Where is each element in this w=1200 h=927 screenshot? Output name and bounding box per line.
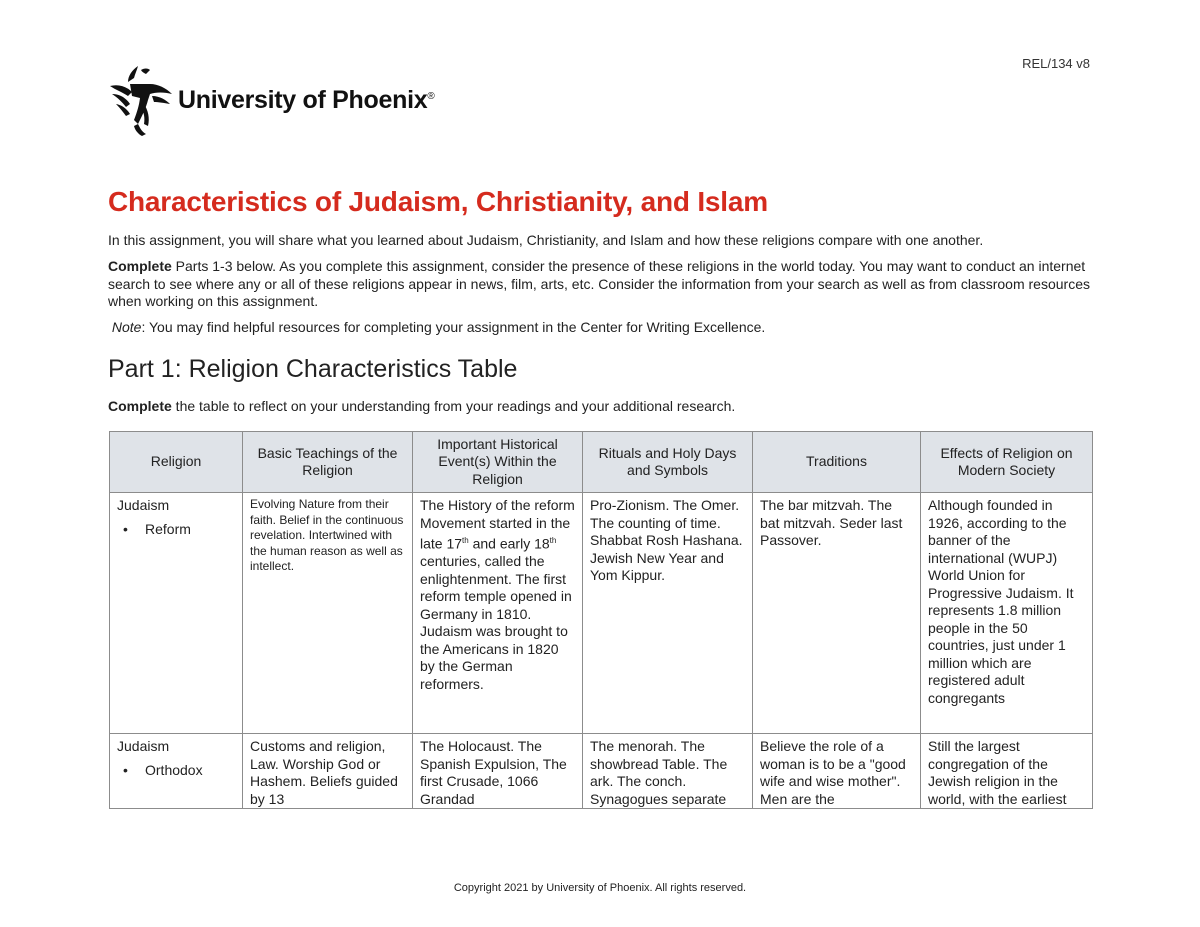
part1-text: the table to reflect on your understanding from your readings and your additional research. (171, 398, 736, 414)
cell-effects[interactable]: Still the largest congregation of the Jewish religion in the world, with the earliest (921, 734, 1093, 809)
document-title: Characteristics of Judaism, Christianity, and Islam (108, 186, 768, 217)
header-events: Important Historical Event(s) Within the Religion (413, 432, 583, 493)
events-text-1: The History of the reform Movement started in the late 17 (420, 497, 575, 552)
instructions-text: Parts 1-3 below. As you complete this assignment, consider the presence of these religions in the world today. You may want to conduct an internet search to see where any or all of these religions appear in news, film, arts, etc. Consider the information from your search as well as from classroom resources when working on this assignment. (108, 258, 1090, 309)
table-row (110, 493, 1093, 734)
copyright-footer: Copyright 2021 by University of Phoenix. All rights reserved. (453, 882, 747, 894)
instructions-bold: Complete (108, 258, 172, 274)
religion-branch (117, 521, 235, 539)
events-text-3: centuries, called the enlightenment. The first reform temple opened in Germany in 1810. Judaism was brought to the Americans in 1820 by the German reformers. (420, 553, 572, 692)
registered-mark: ® (427, 90, 435, 102)
header-effects: Effects of Religion on Modern Society (921, 432, 1093, 493)
religion-characteristics-table (109, 431, 1093, 809)
cell-rituals[interactable]: Pro-Zionism. The Omer. The counting of time. Shabbat Rosh Hashana. Jewish New Year and Yom Kippur. (583, 493, 753, 734)
part1-instructions (108, 398, 1098, 416)
logo-name: University of Phoenix (178, 85, 428, 114)
part1-heading: Part 1: Religion Characteristics Table (108, 355, 518, 383)
branch-name: Reform (145, 520, 191, 537)
cell-teachings[interactable]: Customs and religion, Law. Worship God or Hashem. Beliefs guided by 13 (243, 734, 413, 809)
header-religion: Religion (110, 432, 243, 493)
events-sup-1: th (462, 536, 469, 545)
religion-name: Judaism (117, 497, 170, 513)
logo-wordmark (178, 86, 434, 115)
branch-name: Orthodox (145, 761, 203, 778)
cell-teachings[interactable]: Evolving Nature from their faith. Belief in the continuous revelation. Intertwined with the human reason as well as intellect. (243, 493, 413, 734)
religion-name: Judaism (117, 738, 170, 754)
events-text-2: and early 18 (468, 535, 550, 552)
header-rituals: Rituals and Holy Days and Symbols (583, 432, 753, 493)
cell-events[interactable]: The Holocaust. The Spanish Expulsion, The first Crusade, 1066 Grandad (413, 734, 583, 809)
bullet-glyph: • (123, 520, 128, 537)
cell-religion[interactable] (110, 734, 243, 809)
course-code: REL/134 v8 (1022, 56, 1090, 71)
cell-effects[interactable]: Although founded in 1926, according to the banner of the international (WUPJ) World Union for Progressive Judaism. It represents 1.8 million people in the 50 countries, just under 1 million which are registered adult congregants (921, 493, 1093, 734)
note-text: : You may find helpful resources for completing your assignment in the Center for Writing Excellence. (141, 319, 766, 335)
cell-traditions[interactable]: Believe the role of a woman is to be a "good wife and wise mother". Men are the (753, 734, 921, 809)
instructions-paragraph (108, 258, 1098, 311)
table-header-row (110, 432, 1093, 493)
cell-religion[interactable] (110, 493, 243, 734)
phoenix-bird-icon (108, 64, 174, 136)
cell-traditions[interactable]: The bar mitzvah. The bat mitzvah. Seder last Passover. (753, 493, 921, 734)
header-traditions: Traditions (753, 432, 921, 493)
note-label: Note (111, 319, 142, 335)
religion-table-wrapper (109, 431, 1092, 809)
table-row (110, 734, 1093, 809)
header-teachings: Basic Teachings of the Religion (243, 432, 413, 493)
part1-bold: Complete (108, 398, 172, 414)
events-sup-2: th (549, 536, 557, 545)
bullet-glyph: • (123, 761, 128, 778)
intro-paragraph: In this assignment, you will share what you learned about Judaism, Christianity, and Islam and how these religions compare with one another. (108, 232, 984, 248)
note-paragraph (108, 319, 1098, 337)
university-logo (108, 64, 434, 136)
cell-rituals[interactable]: The menorah. The showbread Table. The ark. The conch. Synagogues separate (583, 734, 753, 809)
religion-branch (117, 762, 235, 780)
cell-events[interactable] (413, 493, 583, 734)
